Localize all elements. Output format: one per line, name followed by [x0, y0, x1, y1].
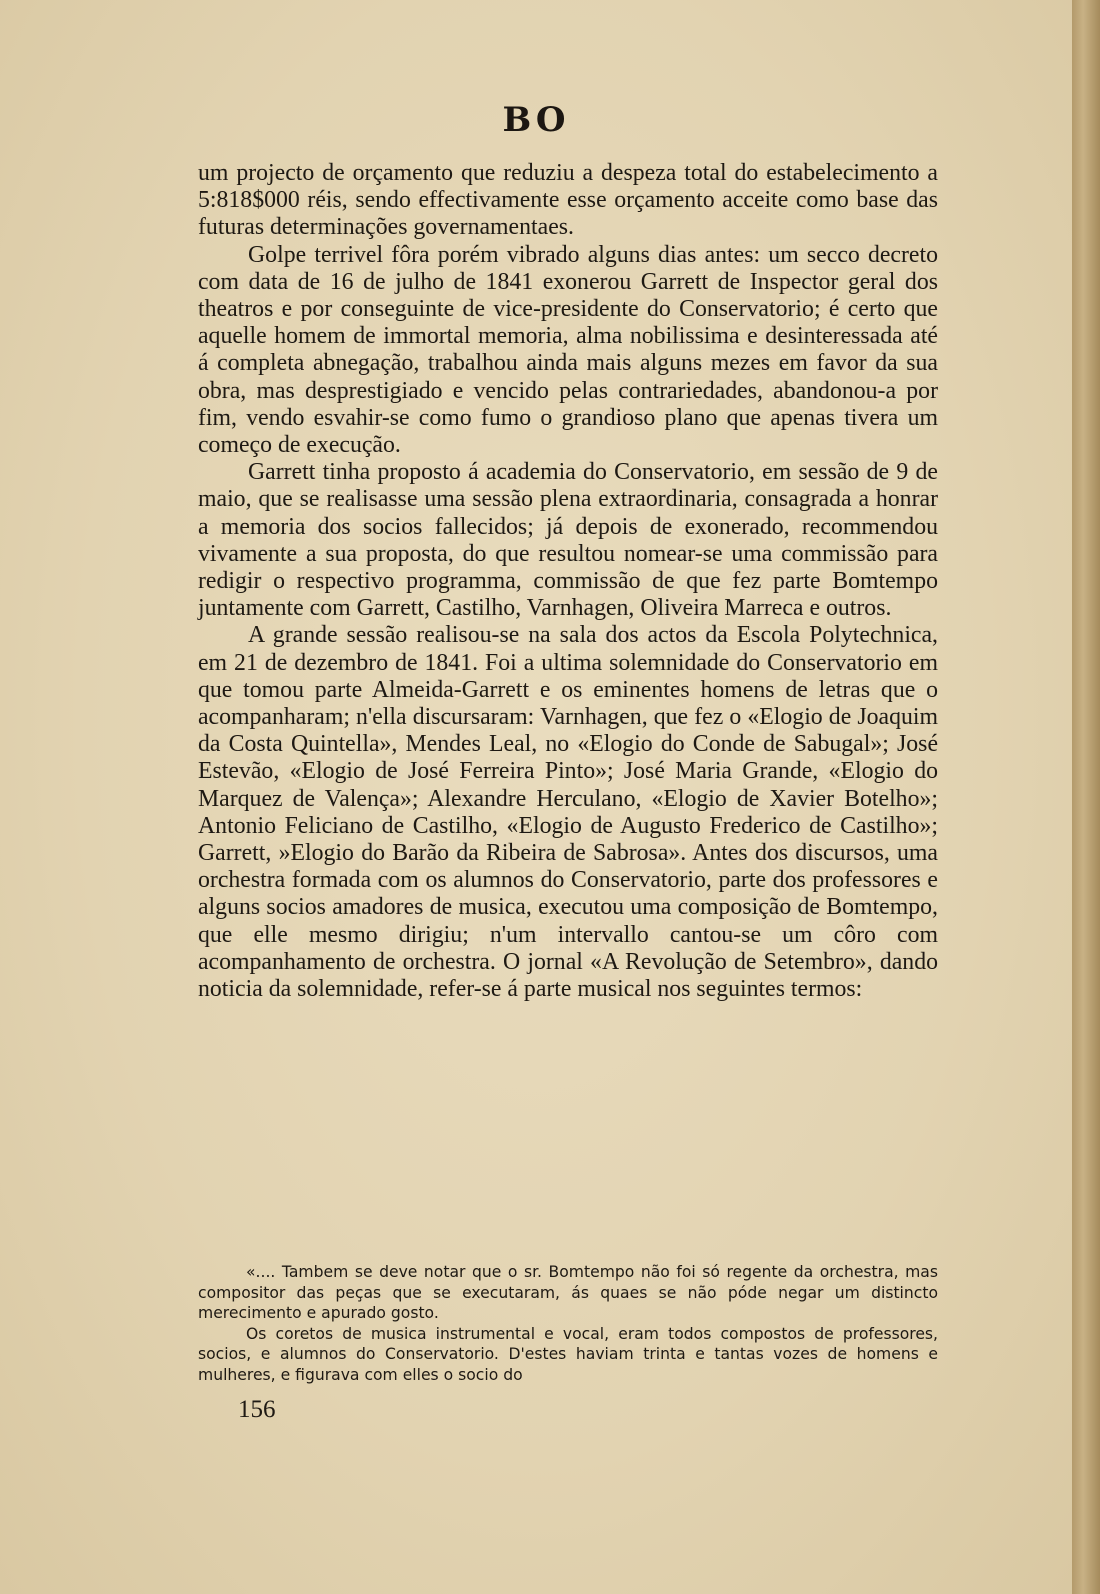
excerpt-paragraph-2: Os coretos de musica instrumental e vocal, eram todos compostos de professores, socios, e alumnos do Conservatorio. D'estes haviam trinta e tantas vozes de homens e mulheres, e figurava com elles o socio do — [198, 1324, 938, 1384]
quoted-excerpt — [198, 1262, 938, 1386]
paragraph-3: Garrett tinha proposto á academia do Conservatorio, em sessão de 9 de maio, que se realisasse uma sessão plena extraordinaria, consagrada a honrar a memoria dos socios fallecidos; já depois de exonerado, recommendou vivamente a sua proposta, do que resultou nomear-se uma commissão para redigir o respectivo programma, commissão de que fez parte Bomtempo juntamente com Garrett, Castilho, Varnhagen, Oliveira Marreca e outros. — [198, 459, 938, 622]
paragraph-1: um projecto de orçamento que reduziu a despeza total do estabelecimento a 5:818$000 réis, sendo effectivamente esse orçamento acceite como base das futuras determinações governamentaes. — [198, 160, 938, 241]
page-number: 156 — [238, 1396, 276, 1423]
page-edge — [1072, 0, 1100, 1594]
running-title: BO — [502, 100, 570, 140]
paragraph-2: Golpe terrivel fôra porém vibrado alguns dias antes: um secco decreto com data de 16 de julho de 1841 exonerou Garrett de Inspector geral dos theatros e por conseguinte de vice-presidente do Conservatorio; é certo que aquelle homem de immortal memoria, alma nobilissima e desinteressada até á completa abnegação, trabalhou ainda mais alguns mezes em favor da sua obra, mas desprestigiado e vencido pelas contrariedades, abandonou-a por fim, vendo esvahir-se como fumo o grandioso plano que apenas tivera um começo de execução. — [198, 241, 938, 459]
excerpt-paragraph-1: «.... Tambem se deve notar que o sr. Bomtempo não foi só regente da orchestra, mas compositor das peças que se executaram, ás quaes se não póde negar um distincto merecimento e apurado gosto. — [198, 1263, 938, 1323]
main-text — [198, 160, 938, 1003]
paragraph-4: A grande sessão realisou-se na sala dos actos da Escola Polytechnica, em 21 de dezembro de 1841. Foi a ultima solemnidade do Conservatorio em que tomou parte Almeida-Garrett e os eminentes homens de letras que o acompanharam; n'ella discursaram: Varnhagen, que fez o «Elogio de Joaquim da Costa Quintella», Mendes Leal, no «Elogio do Conde de Sabugal»; José Estevão, «Elogio de José Ferreira Pinto»; José Maria Grande, «Elogio do Marquez de Valença»; Alexandre Herculano, «Elogio de Xavier Botelho»; Antonio Feliciano de Castilho, «Elogio de Augusto Frederico de Castilho»; Garrett, »Elogio do Barão da Ribeira de Sabrosa». Antes dos discursos, uma orchestra formada com os alumnos do Conservatorio, parte dos professores e alguns socios amadores de musica, executou uma composição de Bomtempo, que elle mesmo dirigiu; n'um intervallo cantou-se um côro com acompanhamento de orchestra. O jornal «A Revolução de Setembro», dando noticia da solemnidade, refer-se á parte musical nos seguintes termos: — [198, 622, 938, 1003]
